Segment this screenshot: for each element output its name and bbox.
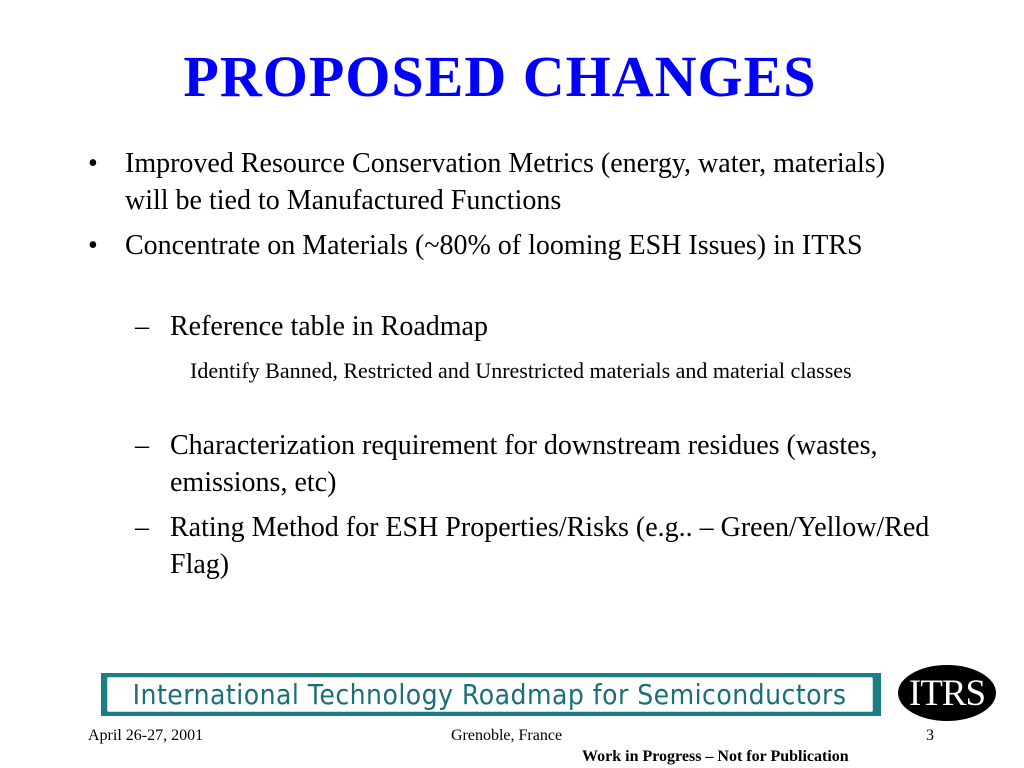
footer-page-number: 3: [926, 727, 934, 744]
bullet-text: Concentrate on Materials (~80% of looming ESH Issues) in ITRS: [125, 230, 863, 261]
banner-text: International Technology Roadmap for Semiconductors: [133, 678, 847, 711]
itrs-logo: [898, 665, 996, 721]
sub-bullet-marker: –: [135, 311, 149, 342]
sub-bullet-text: Rating Method for ESH Properties/Risks (e.g.. – Green/Yellow/Red Flag): [170, 512, 930, 580]
logo-text: ITRS: [908, 672, 986, 714]
bullet-marker: •: [88, 230, 98, 261]
sub-bullet-text: Characterization requirement for downstream residues (wastes, emissions, etc): [170, 430, 878, 498]
banner-panel: [107, 677, 873, 712]
sub-bullet-text: Reference table in Roadmap: [170, 311, 488, 342]
plain-note: Identify Banned, Restricted and Unrestricted materials and material classes: [190, 358, 852, 383]
footer-location: Grenoble, France: [451, 727, 563, 744]
itrs-banner: [101, 673, 881, 716]
bullet-marker: •: [88, 148, 98, 179]
footer-notice: Work in Progress – Not for Publication: [582, 748, 849, 765]
sub-bullet-marker: –: [135, 430, 149, 461]
footer-date: April 26-27, 2001: [88, 727, 204, 744]
slide-title: PROPOSED CHANGES: [183, 44, 817, 109]
bullet-text: Improved Resource Conservation Metrics (energy, water, materials) will be tied to Manufactured Functions: [125, 148, 886, 216]
sub-bullet-marker: –: [135, 512, 149, 543]
